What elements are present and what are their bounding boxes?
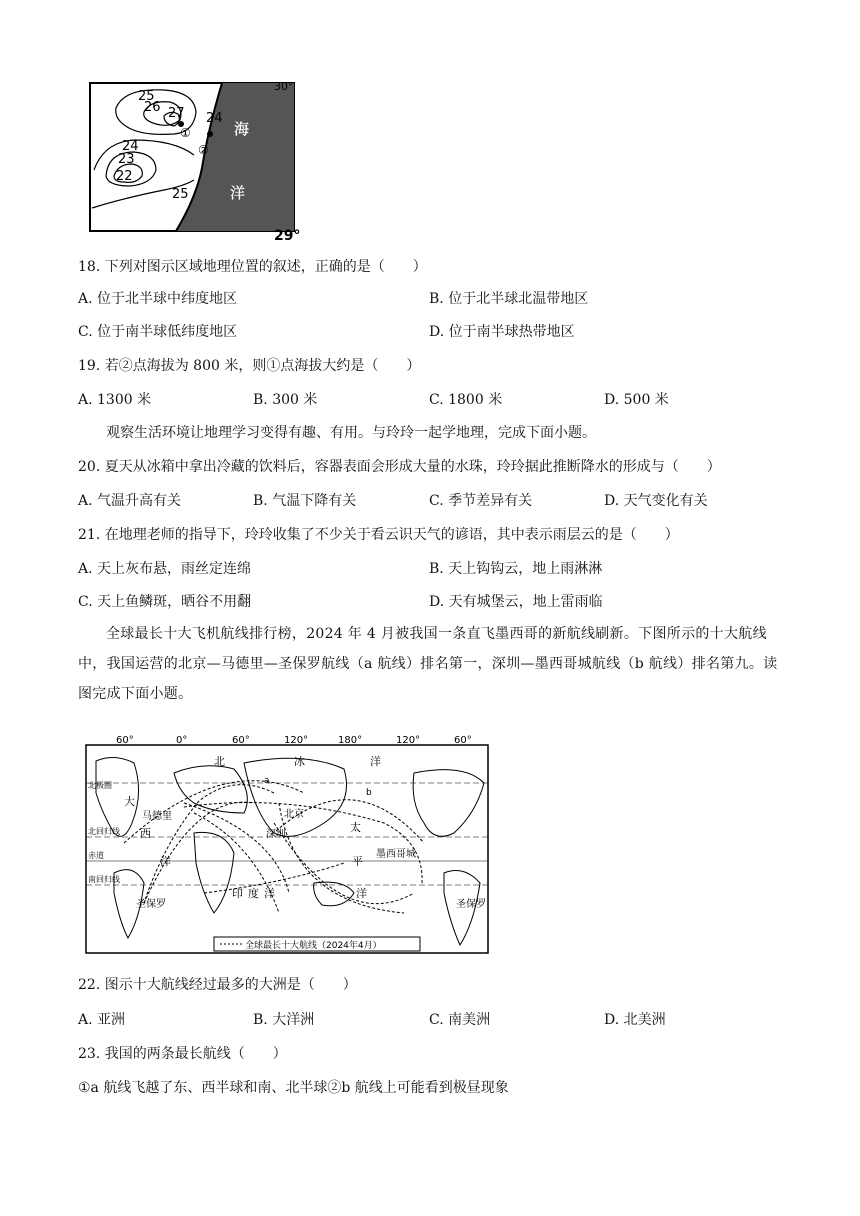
q18-option-d[interactable]: D. 位于南半球热带地区: [429, 324, 575, 340]
contour-label-22: 22: [116, 169, 133, 184]
place-beijing: 北京: [284, 809, 304, 820]
q23-stem: 23. 我国的两条最长航线（ ）: [78, 1046, 287, 1062]
q18-option-c[interactable]: C. 位于南半球低纬度地区: [78, 324, 238, 340]
q19-option-a[interactable]: A. 1300 米: [78, 392, 152, 408]
q19-stem: 19. 若②点海拔为 800 米，则①点海拔大约是（ ）: [78, 358, 421, 374]
q19-option-c[interactable]: C. 1800 米: [429, 392, 503, 408]
ocean-da: 大: [124, 795, 135, 808]
ocean-yang-arctic: 洋: [370, 755, 381, 768]
q21-option-b[interactable]: B. 天上钩钩云，地上雨淋淋: [429, 561, 603, 577]
lon-120e: 120°: [284, 735, 309, 746]
point-1-label: ①: [180, 126, 191, 140]
label-tropic-cancer: 北回归线: [88, 827, 120, 836]
lon-120w: 120°: [396, 735, 421, 746]
label-arctic-circle: 北极圈: [88, 781, 112, 790]
place-madrid: 马德里: [142, 811, 172, 822]
q18-option-b[interactable]: B. 位于北半球北温带地区: [429, 291, 589, 307]
sea-label-yang: 洋: [230, 184, 246, 202]
q20-option-d[interactable]: D. 天气变化有关: [604, 493, 708, 509]
q20-stem: 20. 夏天从冰箱中拿出冷藏的饮料后，容器表面会形成大量的水珠，玲玲据此推断降水的形成与（ ）: [78, 459, 721, 475]
ocean-du: 度: [248, 887, 259, 900]
q21-option-a[interactable]: A. 天上灰布悬，雨丝定连绵: [78, 561, 252, 577]
q20-option-b[interactable]: B. 气温下降有关: [253, 493, 357, 509]
q21-option-d[interactable]: D. 天有城堡云，地上雷雨临: [429, 594, 603, 610]
q22-option-d[interactable]: D. 北美洲: [604, 1012, 666, 1028]
contour-label-25a: 25: [138, 89, 155, 104]
ocean-bing: 冰: [294, 755, 305, 768]
contour-label-24a: 24: [206, 111, 223, 126]
label-tropic-capricorn: 南回归线: [88, 875, 120, 884]
place-sao-paulo: 圣保罗: [136, 899, 166, 910]
lon-0: 0°: [176, 735, 188, 746]
ocean-yin: 印: [232, 887, 243, 900]
place-shenzhen: 深圳: [266, 829, 286, 840]
contour-label-27: 27: [168, 106, 185, 121]
contour-label-23: 23: [118, 152, 135, 167]
q22-option-b[interactable]: B. 大洋洲: [253, 1012, 315, 1028]
q20-option-c[interactable]: C. 季节差异有关: [429, 493, 533, 509]
lon-180: 180°: [338, 735, 363, 746]
q18-option-a[interactable]: A. 位于北半球中纬度地区: [78, 291, 238, 307]
point-2-label: ②: [198, 143, 209, 157]
intro-2: 全球最长十大飞机航线排行榜，2024 年 4 月被我国一条直飞墨西哥的新航线刷新。下图所示的十大航线中，我国运营的北京—马德里—圣保罗航线（a 航线）排名第一，深圳—墨西哥城航线（b 航线）排名第九。读图完成下面小题。: [78, 626, 778, 702]
lon-60w-right: 60°: [454, 735, 472, 746]
place-sao-paulo-right: 圣保罗: [456, 899, 486, 910]
ocean-xi: 西: [140, 827, 151, 840]
q22-stem: 22. 图示十大航线经过最多的大洲是（ ）: [78, 977, 357, 993]
label-equator: 赤道: [88, 851, 104, 860]
q19-option-b[interactable]: B. 300 米: [253, 392, 318, 408]
latitude-bottom: 29°: [274, 228, 301, 240]
route-a-label: a: [264, 776, 270, 786]
contour-label-26: 26: [144, 100, 161, 115]
lon-60e: 60°: [232, 735, 250, 746]
ocean-yang-atlantic: 洋: [160, 855, 171, 868]
contour-map: [84, 80, 306, 240]
contour-label-24b: 24: [122, 139, 139, 154]
route-b-label: b: [366, 788, 372, 798]
q22-option-c[interactable]: C. 南美洲: [429, 1012, 491, 1028]
q20-option-a[interactable]: A. 气温升高有关: [78, 493, 182, 509]
ocean-ping: 平: [352, 855, 363, 868]
ocean-bei: 北: [214, 755, 225, 768]
ocean-yang-indian: 洋: [264, 887, 275, 900]
q18-stem: 18. 下列对图示区域地理位置的叙述，正确的是（ ）: [78, 259, 427, 275]
q21-stem: 21. 在地理老师的指导下，玲玲收集了不少关于看云识天气的谚语，其中表示雨层云的是（ ）: [78, 527, 679, 543]
q21-option-c[interactable]: C. 天上鱼鳞斑，晒谷不用翻: [78, 594, 252, 610]
ocean-tai: 太: [350, 821, 361, 834]
contour-label-25b: 25: [172, 187, 189, 202]
intro-1: 观察生活环境让地理学习变得有趣、有用。与玲玲一起学地理，完成下面小题。: [106, 425, 596, 441]
sea-label-hai: 海: [234, 120, 250, 138]
ocean-yang-pacific: 洋: [356, 887, 367, 900]
q22-option-a[interactable]: A. 亚洲: [78, 1012, 126, 1028]
q23-statements: ①a 航线飞越了东、西半球和南、北半球②b 航线上可能看到极昼现象: [78, 1080, 509, 1096]
world-routes-map: [84, 733, 494, 961]
q19-option-d[interactable]: D. 500 米: [604, 392, 669, 408]
point-2-dot: [207, 131, 213, 137]
latitude-top: 30°: [274, 80, 294, 93]
place-mexico-city: 墨西哥城: [376, 849, 416, 860]
map-legend: 全球最长十大航线（2024年4月）: [245, 941, 382, 951]
lon-60w: 60°: [116, 735, 134, 746]
